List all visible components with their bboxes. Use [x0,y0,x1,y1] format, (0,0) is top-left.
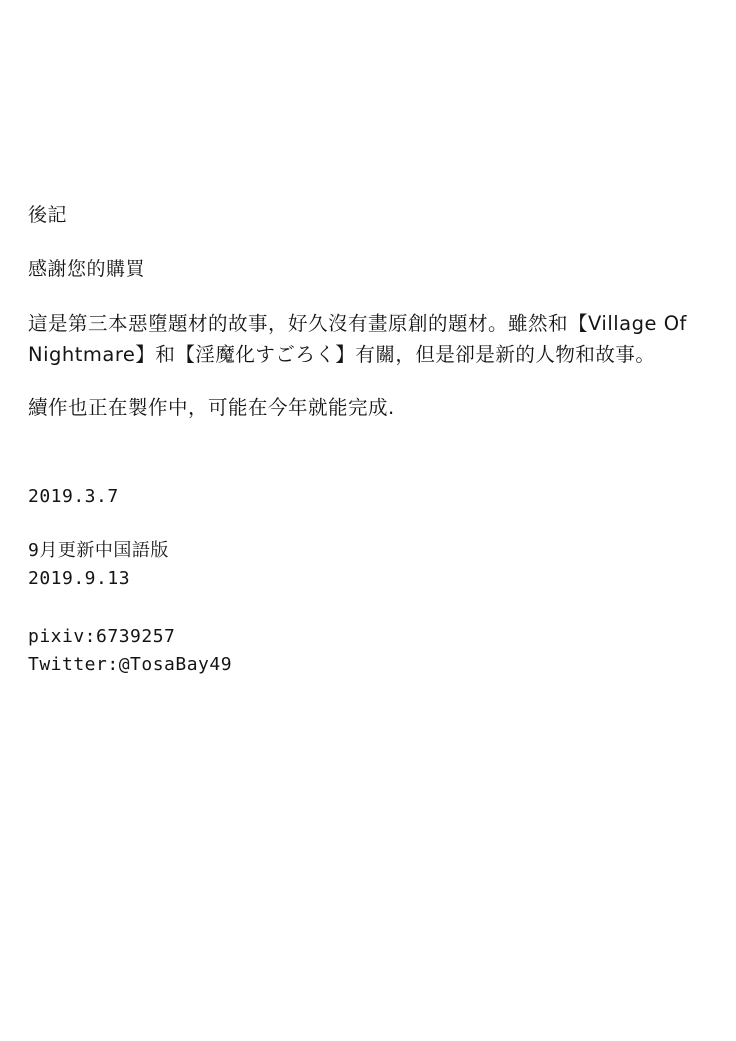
afterword-content [28,200,708,679]
update-date: 2019.9.13 [28,568,131,589]
date-block [28,483,708,511]
pixiv-handle: pixiv:6739257 [28,626,176,647]
publication-date: 2019.3.7 [28,486,119,507]
contact-block [28,623,708,679]
thanks-line: 感謝您的購買 [28,258,146,280]
afterword-heading: 後記 [28,204,68,226]
update-note: 9月更新中国語版 [28,540,169,561]
update-block [28,537,708,593]
sequel-note: 續作也正在製作中，可能在今年就能完成. [28,396,395,419]
body-paragraph: 這是第三本惡墮題材的故事，好久沒有畫原創的題材。雖然和【Village Of Nightmare】和【淫魔化すごろく】有關，但是卻是新的人物和故事。 [28,312,694,366]
twitter-handle: Twitter:@TosaBay49 [28,654,233,675]
